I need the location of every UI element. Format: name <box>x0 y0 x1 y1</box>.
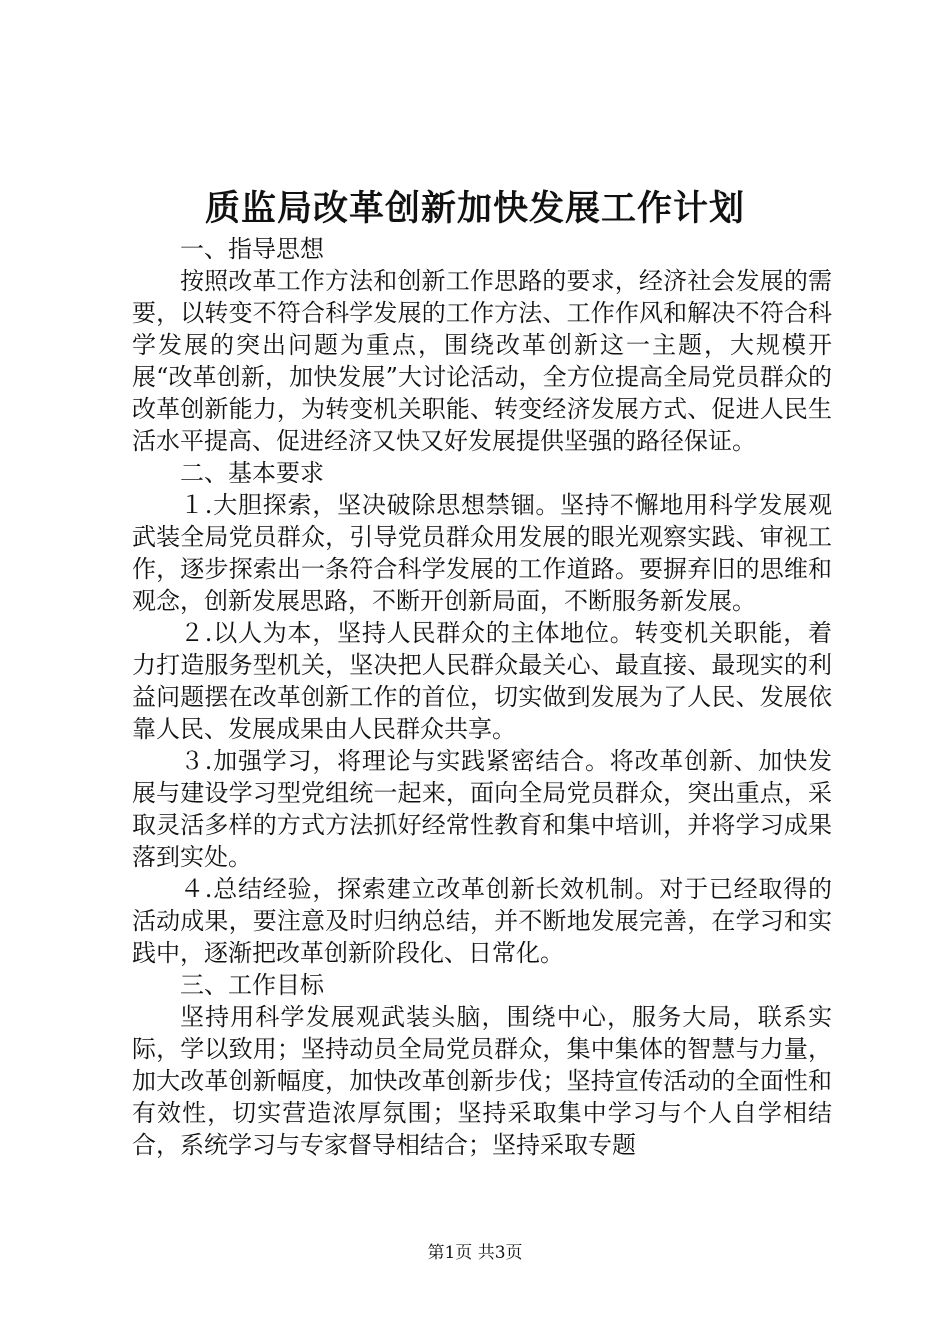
paragraph-work-goals: 坚持用科学发展观武装头脑，围绕中心，服务大局，联系实际，学以致用；坚持动员全局党员群众，集中集体的智慧与力量，加大改革创新幅度，加快改革创新步伐；坚持宣传活动的全面性和有效性，切实营造浓厚氛围；坚持采取集中学习与个人自学相结合，系统学习与专家督导相结合；坚持采取专题 <box>132 1003 832 1159</box>
section-heading-work-goals: 三、工作目标 <box>180 971 324 999</box>
document-body <box>132 233 832 1161</box>
paragraph-requirement-3: ３.加强学习，将理论与实践紧密结合。将改革创新、加快发展与建设学习型党组统一起来，面向全局党员群众，突出重点，采取灵活多样的方式方法抓好经常性教育和集中培训，并将学习成果落到实处。 <box>132 747 832 871</box>
paragraph-requirement-2: ２.以人为本，坚持人民群众的主体地位。转变机关职能，着力打造服务型机关，坚决把人民群众最关心、最直接、最现实的利益问题摆在改革创新工作的首位，切实做到发展为了人民、发展依靠人民、发展成果由人民群众共享。 <box>132 619 832 743</box>
paragraph-requirement-1: １.大胆探索，坚决破除思想禁锢。坚持不懈地用科学发展观武装全局党员群众，引导党员群众用发展的眼光观察实践、审视工作，逐步探索出一条符合科学发展的工作道路。要摒弃旧的思维和观念，创新发展思路，不断开创新局面，不断服务新发展。 <box>132 491 832 615</box>
document-title: 质监局改革创新加快发展工作计划 <box>204 188 745 229</box>
section-heading-basic-requirements: 二、基本要求 <box>180 459 324 487</box>
paragraph-guiding-ideology: 按照改革工作方法和创新工作思路的要求，经济社会发展的需要，以转变不符合科学发展的工作方法、工作作风和解决不符合科学发展的突出问题为重点，围绕改革创新这一主题，大规模开展“改革创新，加快发展”大讨论活动，全方位提高全局党员群众的改革创新能力，为转变机关职能、转变经济发展方式、促进人民生活水平提高、促进经济又快又好发展提供坚强的路径保证。 <box>132 267 832 455</box>
page-number-footer: 第1页 共3页 <box>427 1243 523 1263</box>
section-heading-guiding-ideology: 一、指导思想 <box>180 235 324 263</box>
paragraph-requirement-4: ４.总结经验，探索建立改革创新长效机制。对于已经取得的活动成果，要注意及时归纳总结，并不断地发展完善，在学习和实践中，逐渐把改革创新阶段化、日常化。 <box>132 875 832 967</box>
